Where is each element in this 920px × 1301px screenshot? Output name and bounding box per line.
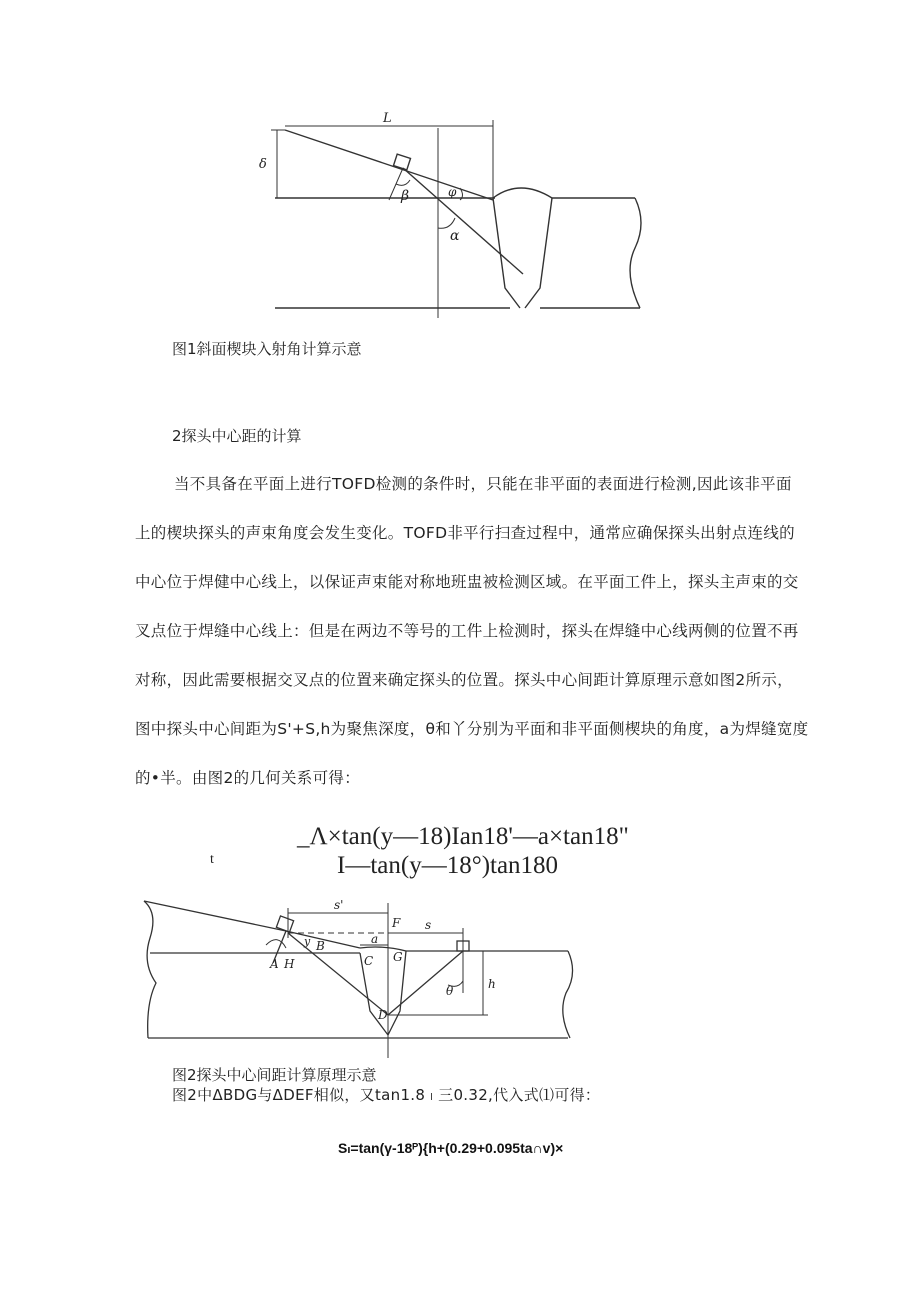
label-theta: θ <box>446 984 454 998</box>
label-B: B <box>316 939 325 953</box>
label-s: s <box>425 918 432 932</box>
label-H: H <box>284 957 295 971</box>
equation-1-marker: t <box>210 852 214 867</box>
beam-line <box>403 168 523 274</box>
label-delta: δ <box>259 157 267 172</box>
label-F: F <box>392 916 401 930</box>
paragraph-line: 图中探头中心间距为S'+S,h为聚焦深度，θ和丫分别为平面和非平面侧楔块的角度，a为焊缝宽度 <box>135 720 809 738</box>
label-beta: β <box>401 188 410 204</box>
section-heading: 2探头中心距的计算 <box>172 427 302 445</box>
equation-1-line-1: _Λ×tan(y—18)Ian18'—a×tan18" <box>297 823 629 850</box>
break-line <box>630 198 641 308</box>
figure-1-caption: 图1斜面楔块入射角计算示意 <box>172 340 362 358</box>
paragraph-line: 中心位于焊健中心线上，以保证声束能对称地班盅被检测区域。在平面工件上，探头主声束的交 <box>135 573 799 591</box>
figure-2 <box>138 893 578 1061</box>
label-D: D <box>378 1008 388 1022</box>
inclined-surface <box>144 901 286 931</box>
label-h: h <box>488 977 496 991</box>
weld-cap <box>493 188 552 198</box>
paragraph-line: 的•半。由图2的几何关系可得： <box>135 769 361 787</box>
label-alpha: α <box>450 228 460 244</box>
label-s-prime: s' <box>334 898 344 912</box>
label-L: L <box>383 111 392 126</box>
paragraph-line: 当不具备在平面上进行TOFD检测的条件时，只能在非平面的表面进行检测,因此该非平面 <box>174 475 792 493</box>
weld-groove <box>493 198 552 308</box>
paragraph-line: 上的楔块探头的声束角度会发生变化。TOFD非平行扫查过程中，通常应确保探头出射点连线的 <box>135 524 795 542</box>
figure-2-diagram <box>138 893 578 1061</box>
equation-1-line-2: I—tan(y—18°)tan180 <box>337 852 559 879</box>
text-after-figure: 图2中ΔBDG与ΔDEF相似，又tan1.8 ₗ 三0.32,代入式⑴可得： <box>172 1086 601 1104</box>
paragraph-line: 叉点位于焊缝中心线上：但是在两边不等号的工件上检测时，探头在焊缝中心线两侧的位置不再 <box>135 622 799 640</box>
label-phi: φ <box>448 185 457 199</box>
label-G: G <box>393 950 403 964</box>
left-break <box>144 901 156 1038</box>
label-A: A <box>270 957 279 971</box>
label-C: C <box>364 954 374 968</box>
equation-2: Sₗ=tan(γ-18ᴾ){h+(0.29+0.095ta∩v)× <box>338 1140 564 1156</box>
figure-2-caption: 图2探头中心间距计算原理示意 <box>172 1066 377 1084</box>
inclined-surface <box>285 130 493 200</box>
figure-1-diagram <box>255 108 665 330</box>
label-y: y <box>304 935 311 948</box>
figure-1 <box>255 108 665 330</box>
label-a: a <box>371 932 379 946</box>
paragraph-line: 对称，因此需要根据交叉点的位置来确定探头的位置。探头中心间距计算原理示意如图2所示， <box>135 671 793 689</box>
